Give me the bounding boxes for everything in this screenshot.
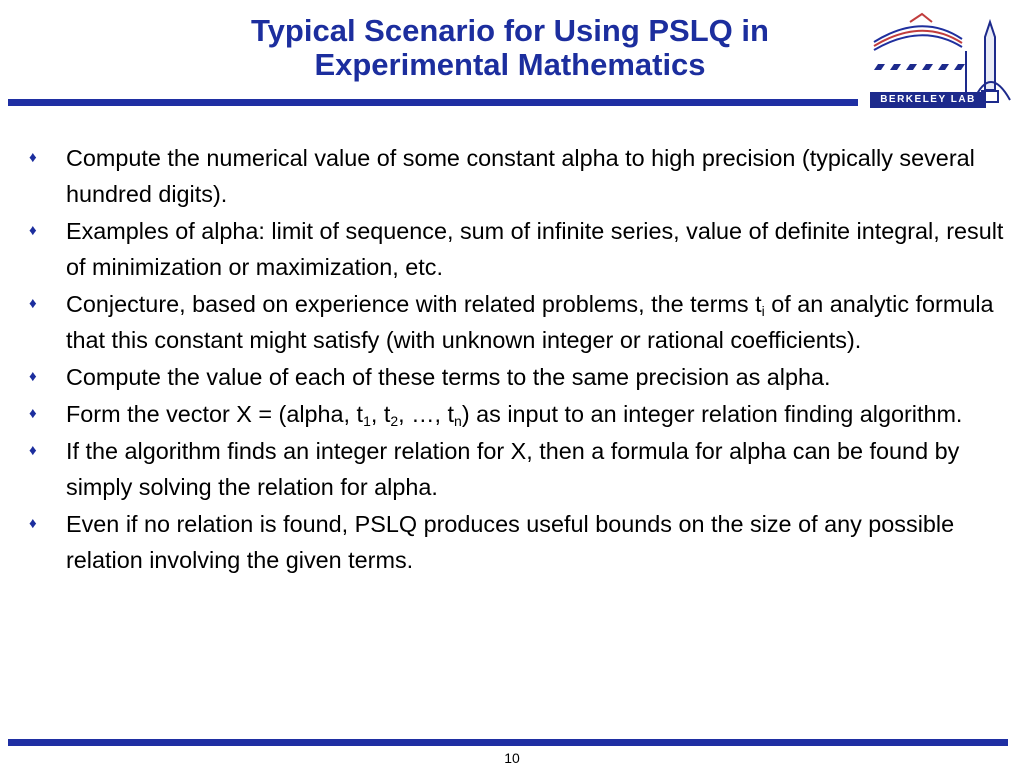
- subscript-1: 1: [363, 413, 371, 429]
- bullet-text-start: Conjecture, based on experience with related problems, the terms t: [66, 291, 762, 317]
- bullet-text: If the algorithm finds an integer relation for X, then a formula for alpha can be found by simply solving the relation for alpha.: [66, 438, 960, 500]
- title-line-2: Experimental Mathematics: [314, 47, 706, 82]
- bullet-item: [26, 506, 1006, 578]
- bullet-item: [26, 396, 1006, 432]
- bullet-text-end: of an analytic formula that this constant might satisfy (with unknown integer or rational coefficients).: [66, 291, 994, 353]
- bullet-text: Compute the numerical value of some constant alpha to high precision (typically several hundred digits).: [66, 145, 975, 207]
- bullet-text: Compute the value of each of these terms to the same precision as alpha.: [66, 364, 831, 390]
- bullet-item: [26, 140, 1006, 212]
- diamond-bullet-icon: ♦: [29, 368, 37, 385]
- subscript-i: i: [761, 303, 765, 319]
- diamond-bullet-icon: ♦: [29, 442, 37, 459]
- top-divider: [8, 99, 858, 106]
- bullet-list: [26, 140, 1006, 579]
- bullet-item: [26, 286, 1006, 358]
- bullet-text: Even if no relation is found, PSLQ produces useful bounds on the size of any possible relation involving the given terms.: [66, 511, 955, 573]
- diamond-bullet-icon: ♦: [29, 295, 37, 312]
- subscript-n: n: [454, 413, 462, 429]
- diamond-bullet-icon: ♦: [29, 405, 37, 422]
- page-number: 10: [504, 750, 520, 766]
- bullet-text-part-1: Form the vector X = (alpha, t: [66, 401, 364, 427]
- bullet-text-part-3: , …, t: [398, 401, 455, 427]
- logo-text: BERKELEY LAB: [870, 92, 986, 108]
- diamond-bullet-icon: ♦: [29, 515, 37, 532]
- bullet-item: [26, 433, 1006, 505]
- subscript-2: 2: [390, 413, 399, 429]
- diamond-bullet-icon: ♦: [29, 222, 37, 239]
- bullet-text: Examples of alpha: limit of sequence, sum of infinite series, value of definite integral, result of minimization or maximization, etc.: [66, 218, 1004, 280]
- title-line-1: Typical Scenario for Using PSLQ in: [251, 13, 769, 48]
- bullet-item: [26, 359, 1006, 395]
- bullet-item: [26, 213, 1006, 285]
- bottom-divider: [8, 739, 1008, 746]
- slide-title: [170, 14, 850, 82]
- bullet-text-part-4: ) as input to an integer relation finding algorithm.: [461, 401, 963, 427]
- diamond-bullet-icon: ♦: [29, 149, 37, 166]
- bullet-text-part-2: , t: [370, 401, 391, 427]
